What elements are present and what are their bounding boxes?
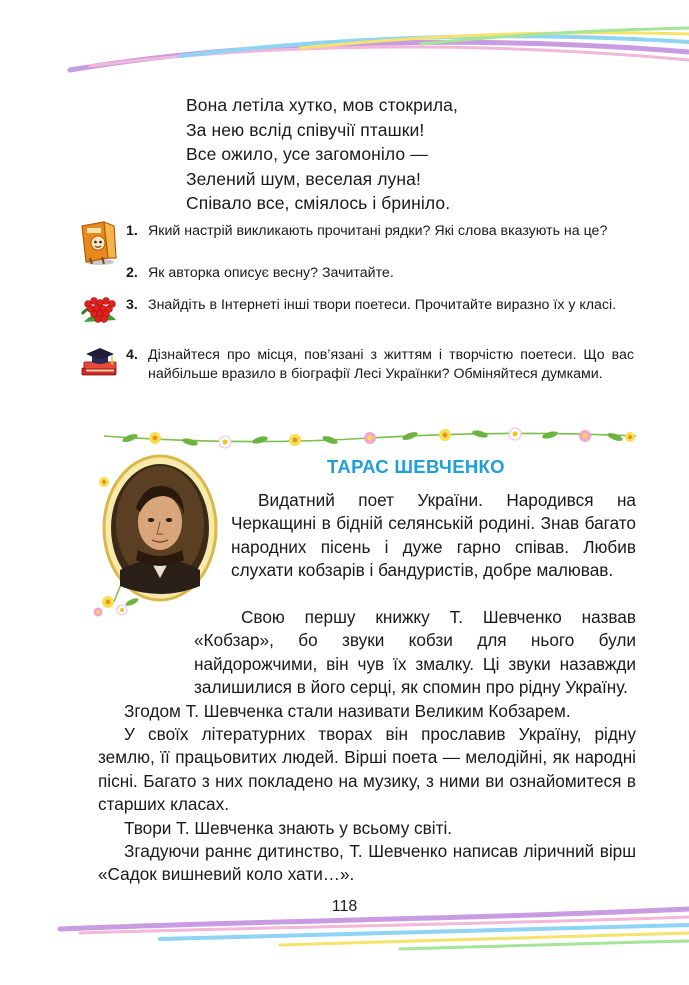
question-text: Як авторка описує весну? Зачитайте.: [148, 265, 394, 281]
question-number: 2.: [126, 265, 138, 281]
biography-paragraph-1: Видатний поет України. Народився на Черкащині в бідній селянській родині. Знав багато народних пісень і дуже гарно співав. Любив слухати кобзарів і бандуристів, добре малював.: [231, 490, 636, 581]
page-number: 118: [331, 898, 358, 915]
question-1: [126, 222, 634, 241]
question-number: 4.: [126, 347, 138, 363]
graduation-cap-books-icon: [78, 342, 122, 382]
biography-paragraph-5: Твори Т. Шевченка знають у всьому світі.: [124, 818, 453, 838]
book-reading-icon: [78, 218, 122, 266]
question-text: Знайдіть в Інтернеті інші твори поетеси. Прочитайте виразно їх у класі.: [148, 297, 617, 313]
shevchenko-portrait: [88, 452, 228, 622]
question-number: 3.: [126, 297, 138, 313]
poem-excerpt: [186, 93, 458, 216]
biography-paragraph-6: Згадуючи раннє дитинство, Т. Шевченко написав ліричний вірш «Садок вишневий коло хати…».: [98, 841, 636, 885]
question-4: [126, 346, 634, 384]
section-title: ТАРАС ШЕВЧЕНКО: [327, 456, 505, 477]
biography-paragraph-2: Свою першу книжку Т. Шевченко назвав «Кобзар», бо звуки кобзи для нього були найдорожчими, він чув їх змалку. Ці звуки назавжди залишилися в його серці, як спомин про рідну Україну.: [194, 607, 636, 698]
poem-line: За нею вслід співучії пташки!: [186, 119, 425, 140]
top-rainbow-swoosh: [0, 0, 689, 100]
poem-line: Співало все, сміялось і бриніло.: [186, 193, 451, 214]
question-text: Дізнайтеся про місця, пов’язані з життям і творчістю поетеси. Що вас найбільше вразило в біографії Лесі Українки? Обміняйтеся думками.: [148, 347, 634, 382]
poem-line: Зелений шум, веселая луна!: [186, 168, 421, 189]
poem-line: Все ожило, усе загомоніло —: [186, 144, 428, 165]
biography-paragraph-3: Згодом Т. Шевченка стали називати Великим Кобзарем.: [124, 701, 571, 721]
question-2: [126, 264, 634, 283]
viburnum-berries-icon: [78, 292, 122, 332]
biography-paragraph-4: У своїх літературних творах він прославив Україну, рідну землю, її працьовитих людей. Вірші поета — мелодійні, як народні пісні. Багато з них покладено на музику, з ними ви ознайомитеся в старших класах.: [98, 724, 636, 815]
bottom-rainbow-swoosh: [0, 895, 689, 985]
poem-line: Вона летіла хутко, мов стокрила,: [186, 95, 458, 115]
question-3: [126, 296, 634, 315]
question-text: Який настрій викликають прочитані рядки? Які слова вказують на це?: [148, 223, 608, 239]
question-number: 1.: [126, 223, 138, 239]
